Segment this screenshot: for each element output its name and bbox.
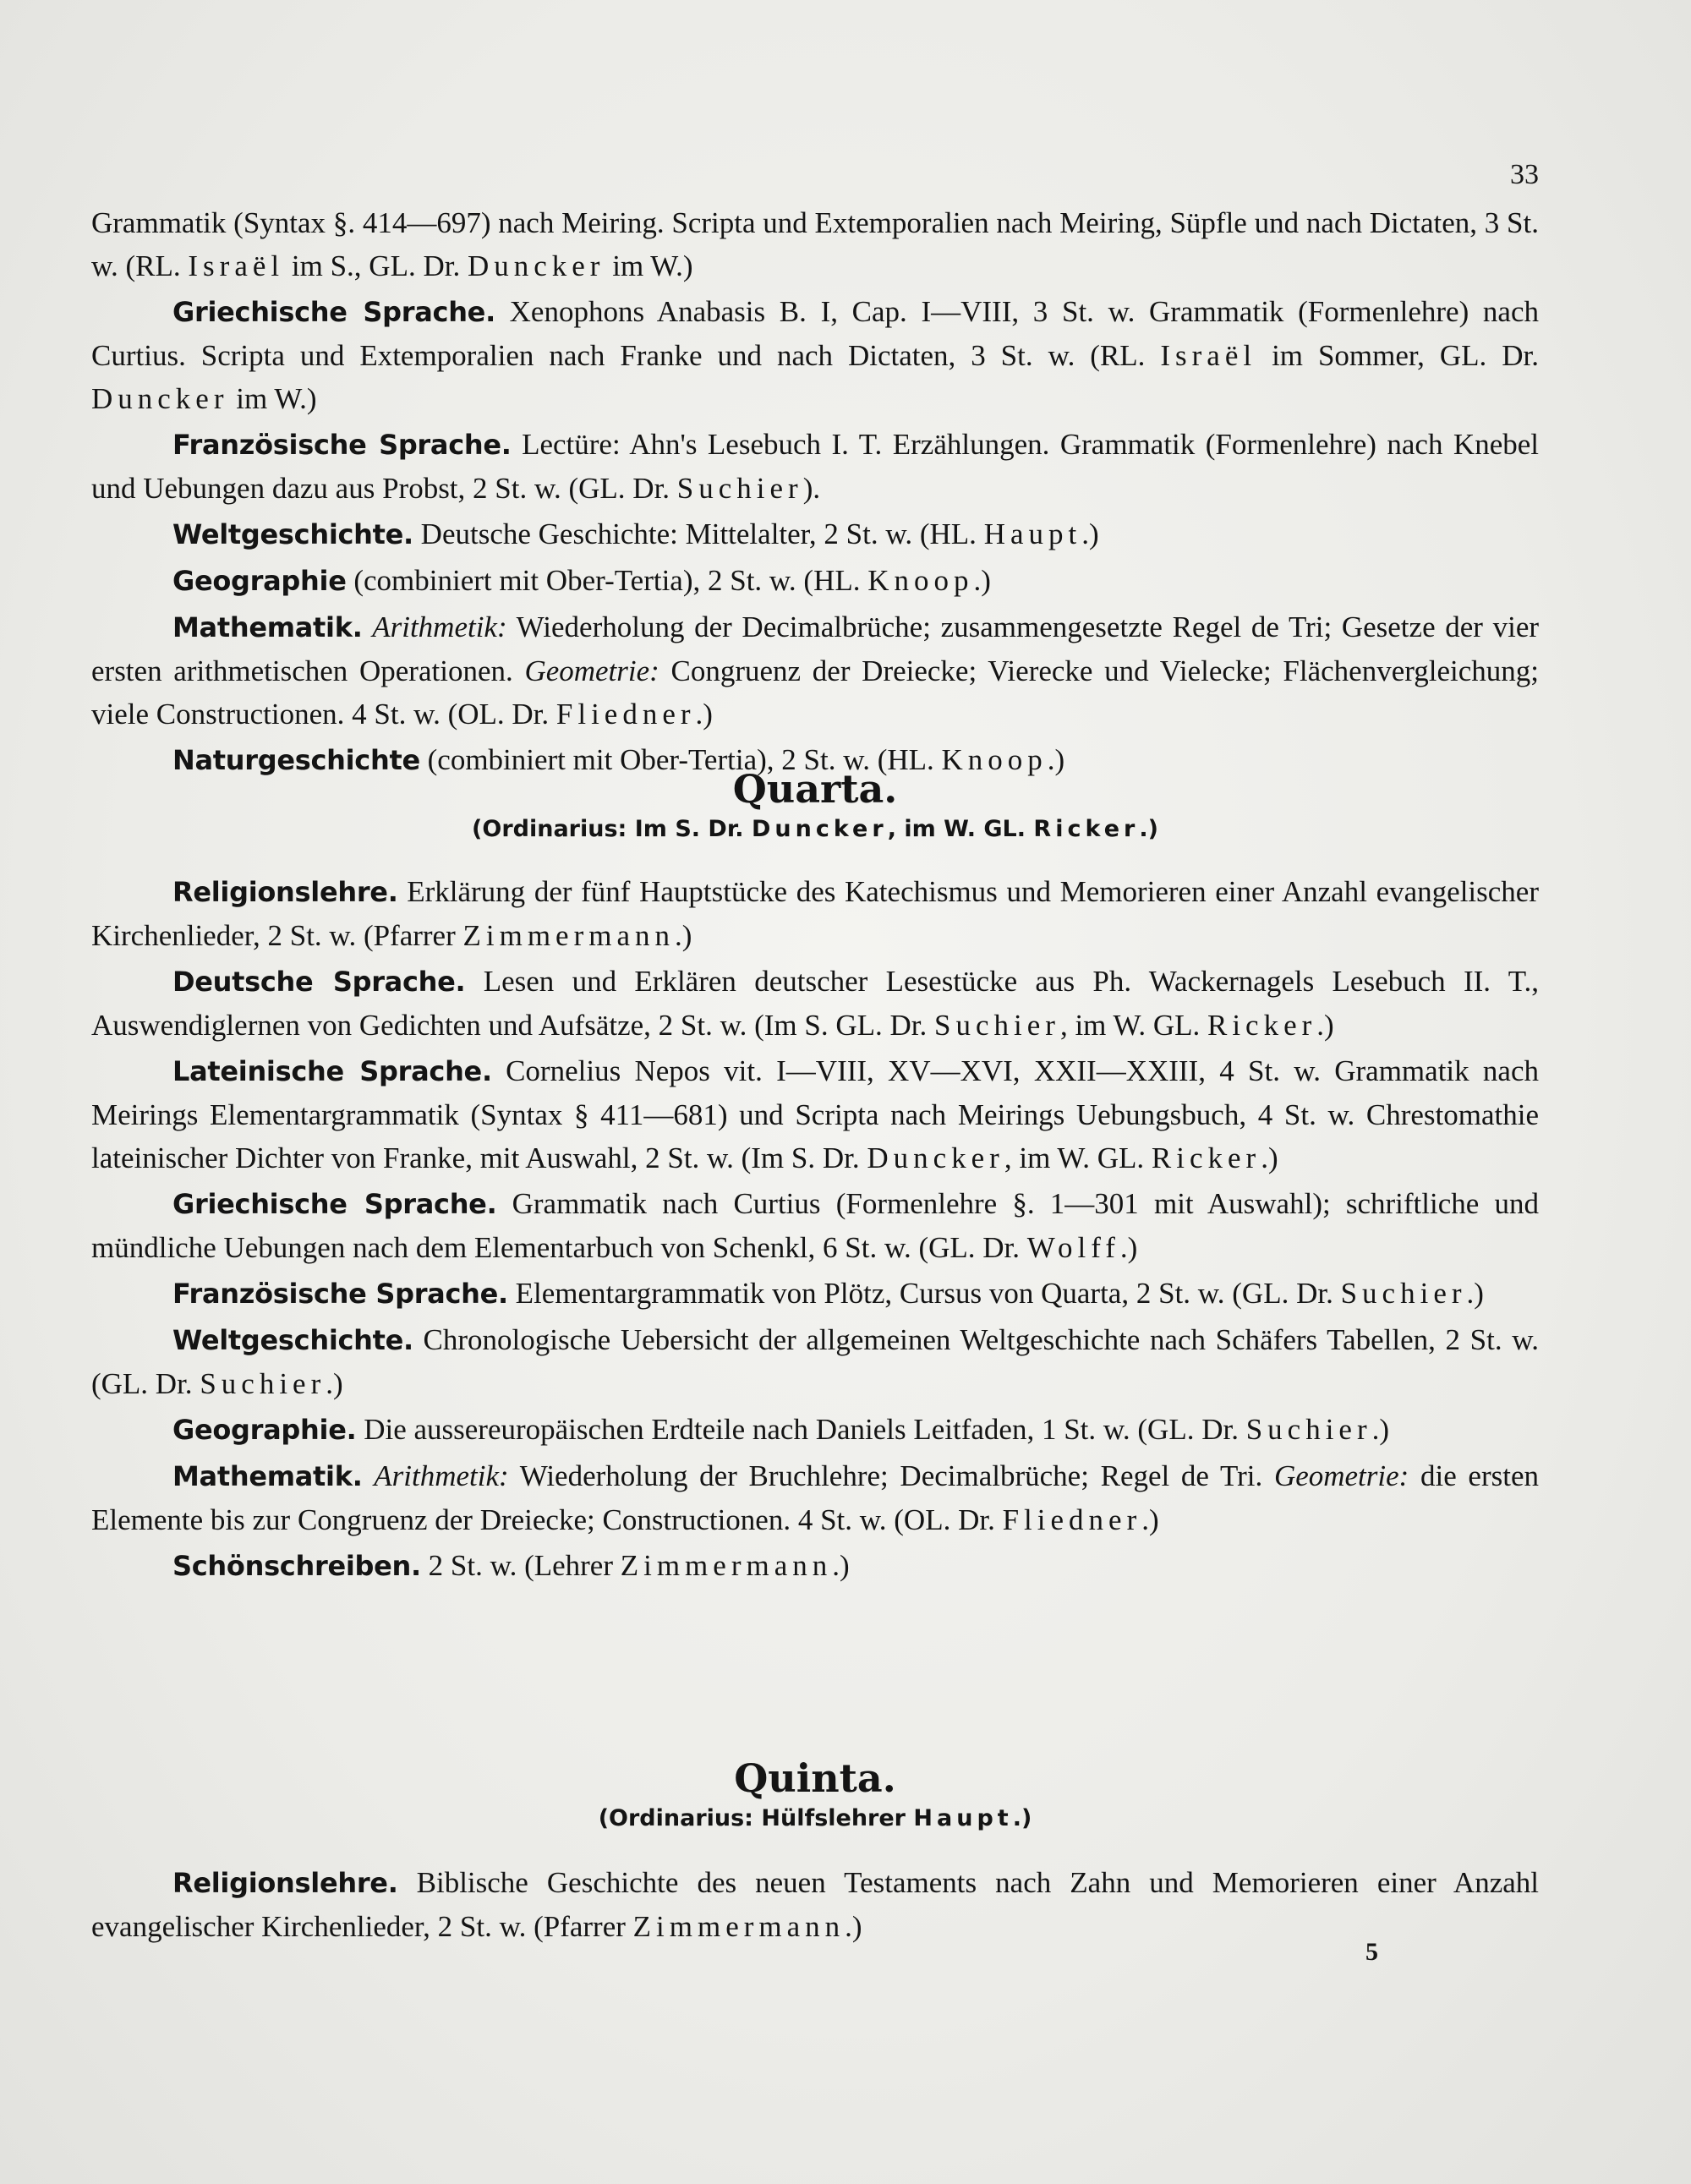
subject-heading: Mathematik. [172, 1460, 363, 1492]
subject-heading: Französische Sprache. [172, 1278, 508, 1310]
text: .) [973, 564, 991, 597]
teacher-name: Suchier [1340, 1277, 1467, 1310]
text: .) [1081, 517, 1099, 550]
text: Deutsche Geschichte: Mittelalter, 2 St. w. (HL. [413, 517, 984, 550]
text: Die aussereuropäischen Erdteile nach Daniels Leitfaden, 1 St. w. (GL. Dr. [356, 1413, 1246, 1446]
printer-signature-mark: 5 [1365, 1938, 1378, 1966]
teacher-name: Fliedner [555, 698, 696, 731]
text: .) [695, 698, 713, 731]
teacher-name: Duncker [751, 816, 888, 842]
text: .) [832, 1549, 850, 1582]
german-paragraph [91, 960, 1539, 1047]
text: .) [1316, 1009, 1334, 1042]
geography-paragraph [91, 559, 1539, 603]
teacher-name: Ricker [1033, 816, 1140, 842]
subject-heading: Mathematik. [172, 611, 363, 643]
history-paragraph [91, 512, 1539, 556]
teacher-name: Duncker [467, 249, 605, 282]
text: .) [1141, 1503, 1159, 1536]
text: .) [1139, 816, 1158, 842]
text: .) [1012, 1805, 1032, 1831]
teacher-name: Suchier [200, 1367, 326, 1400]
text: .) [1261, 1141, 1278, 1174]
text: , im W. GL. [887, 816, 1034, 842]
teacher-name: Zimmermann [462, 919, 676, 952]
text: , im W. GL. [1004, 1141, 1152, 1174]
text: Grammatik (Syntax §. 414—697) nach Meiring. Scripta und Extemporalien nach Meiring, Süpfle und nach Dictaten, 3 St. w. (RL. [91, 206, 1539, 282]
text: .) [326, 1367, 343, 1400]
italic-term: Geometrie: [524, 654, 659, 687]
text: .) [845, 1910, 862, 1943]
text: .) [1466, 1277, 1484, 1310]
text: (Ordinarius: Hülfslehrer [598, 1805, 914, 1831]
text: Lectüre: Ahn's Lesebuch I. T. Erzählungen. Grammatik (Formenlehre) nach Knebel und Uebungen dazu aus Probst, 2 St. w. (GL. Dr. [91, 428, 1539, 505]
teacher-name: Duncker [91, 382, 229, 415]
teacher-name: Israël [188, 249, 285, 282]
teacher-name: Ricker [1207, 1009, 1317, 1042]
italic-term: Arithmetik: [372, 610, 507, 643]
text: 2 St. w. (Lehrer [420, 1549, 621, 1582]
french-paragraph [91, 1272, 1539, 1316]
penmanship-paragraph [91, 1544, 1539, 1588]
teacher-name: Knoop [941, 743, 1048, 776]
subject-heading: Lateinische Sprache. [172, 1055, 492, 1087]
text: Congruenz der Dreiecke; Vierecke und Vielecke; Flächenvergleichung; viele Constructionen. 4 St. w. (OL. Dr. [91, 654, 1539, 731]
french-paragraph [91, 423, 1539, 510]
subject-heading: Geographie. [172, 1414, 357, 1446]
quarta-section [91, 765, 1539, 1590]
text: Erklärung der fünf Hauptstücke des Katechismus und Memorieren einer Anzahl evangelischer Kirchenlieder, 2 St. w. (Pfarrer [91, 875, 1539, 952]
geography-paragraph [91, 1408, 1539, 1452]
text: .) [1047, 743, 1065, 776]
mathematics-paragraph [91, 1454, 1539, 1541]
text: Grammatik nach Curtius (Formenlehre §. 1—301 mit Auswahl); schriftliche und mündliche Uebungen nach dem Elementarbuch von Schenkl, 6 St. w. (GL. Dr. [91, 1187, 1539, 1264]
teacher-name: Wolff [1026, 1231, 1120, 1264]
subject-heading: Geographie [172, 565, 347, 597]
text: im S., GL. Dr. [284, 249, 468, 282]
teacher-name: Israël [1160, 339, 1257, 372]
quinta-ordinarius [91, 1802, 1539, 1836]
text: Elementargrammatik von Plötz, Cursus von Quarta, 2 St. w. (GL. Dr. [507, 1277, 1341, 1310]
teacher-name: Suchier [934, 1009, 1060, 1042]
text: Lesen und Erklären deutscher Lesestücke aus Ph. Wackernagels Lesebuch II. T., Auswendiglernen von Gedichten und Aufsätze, 2 St. w. (Im S. GL. Dr. [91, 965, 1539, 1042]
text: im W.) [228, 382, 317, 415]
subject-heading: Französische Sprache. [172, 429, 512, 461]
subject-heading: Schönschreiben. [172, 1550, 421, 1582]
text: Cornelius Nepos vit. I—VIII, XV—XVI, XXII—XXIII, 4 St. w. Grammatik nach Meirings Elementargrammatik (Syntax § 411—681) und Scripta nach Meirings Uebungsbuch, 4 St. w. Chrestomathie lateinischer Dichter von Franke, mit Auswahl, 2 St. w. (Im S. Dr. [91, 1054, 1539, 1174]
religion-paragraph [91, 1861, 1539, 1948]
text: im W.) [605, 249, 693, 282]
greek-paragraph [91, 1182, 1539, 1269]
teacher-name: Suchier [676, 472, 803, 505]
teacher-name: Haupt [983, 517, 1082, 550]
teacher-name: Knoop [867, 564, 974, 597]
history-paragraph [91, 1318, 1539, 1405]
subject-heading: Weltgeschichte. [172, 1324, 413, 1356]
text: Biblische Geschichte des neuen Testaments nach Zahn und Memorieren einer Anzahl evangelischer Kirchenlieder, 2 St. w. (Pfarrer [91, 1866, 1539, 1943]
teacher-name: Duncker [867, 1141, 1004, 1174]
teacher-name: Ricker [1151, 1141, 1261, 1174]
subject-heading: Religionslehre. [172, 1867, 398, 1899]
text: ). [802, 472, 821, 505]
mathematics-paragraph [91, 605, 1539, 736]
quarta-ordinarius [91, 813, 1539, 846]
greek-paragraph [91, 290, 1539, 420]
tertia-continued-section [91, 201, 1539, 785]
subject-heading: Griechische Sprache. [172, 296, 495, 328]
text: , im W. GL. [1059, 1009, 1207, 1042]
teacher-name: Haupt [913, 1805, 1013, 1831]
latin-grammar-paragraph [91, 201, 1539, 287]
text: Chronologische Uebersicht der allgemeinen Weltgeschichte nach Schäfers Tabellen, 2 St. w. (GL. Dr. [91, 1323, 1539, 1400]
quarta-heading: Quarta. [732, 766, 898, 812]
text: .) [1119, 1231, 1138, 1264]
subject-heading: Naturgeschichte [172, 744, 420, 776]
teacher-name: Suchier [1245, 1413, 1372, 1446]
text: Xenophons Anabasis B. I, Cap. I—VIII, 3 St. w. Grammatik (Formenlehre) nach Curtius. Scripta und Extemporalien nach Franke und nach Dictaten, 3 St. w. (RL. [91, 295, 1539, 372]
quinta-section [91, 1754, 1539, 1951]
text: im Sommer, GL. Dr. [1256, 339, 1539, 372]
subject-heading: Griechische Sprache. [172, 1188, 497, 1220]
religion-paragraph [91, 870, 1539, 957]
quinta-heading: Quinta. [734, 1755, 896, 1801]
italic-term: Geometrie: [1273, 1459, 1409, 1492]
teacher-name: Zimmermann [632, 1910, 846, 1943]
subject-heading: Religionslehre. [172, 876, 398, 908]
text: (Ordinarius: Im S. Dr. [472, 816, 752, 842]
text: (combiniert mit Ober-Tertia), 2 St. w. (HL. [419, 743, 942, 776]
text: .) [675, 919, 692, 952]
teacher-name: Fliedner [1002, 1503, 1142, 1536]
text: Wiederholung der Bruchlehre; Decimalbrüche; Regel de Tri. [508, 1459, 1274, 1492]
subject-heading: Deutsche Sprache. [172, 966, 466, 998]
text: die ersten Elemente bis zur Congruenz der Dreiecke; Constructionen. 4 St. w. (OL. Dr. [91, 1459, 1540, 1536]
latin-paragraph [91, 1049, 1539, 1180]
teacher-name: Zimmermann [620, 1549, 833, 1582]
text: (combiniert mit Ober-Tertia), 2 St. w. (HL. [346, 564, 868, 597]
page-number: 33 [1510, 159, 1539, 190]
subject-heading: Weltgeschichte. [172, 518, 413, 550]
italic-term: Arithmetik: [374, 1459, 509, 1492]
text: .) [1371, 1413, 1390, 1446]
text: Wiederholung der Decimalbrüche; zusammengesetzte Regel de Tri; Gesetze der vier ersten arithmetischen Operationen. [91, 610, 1540, 687]
